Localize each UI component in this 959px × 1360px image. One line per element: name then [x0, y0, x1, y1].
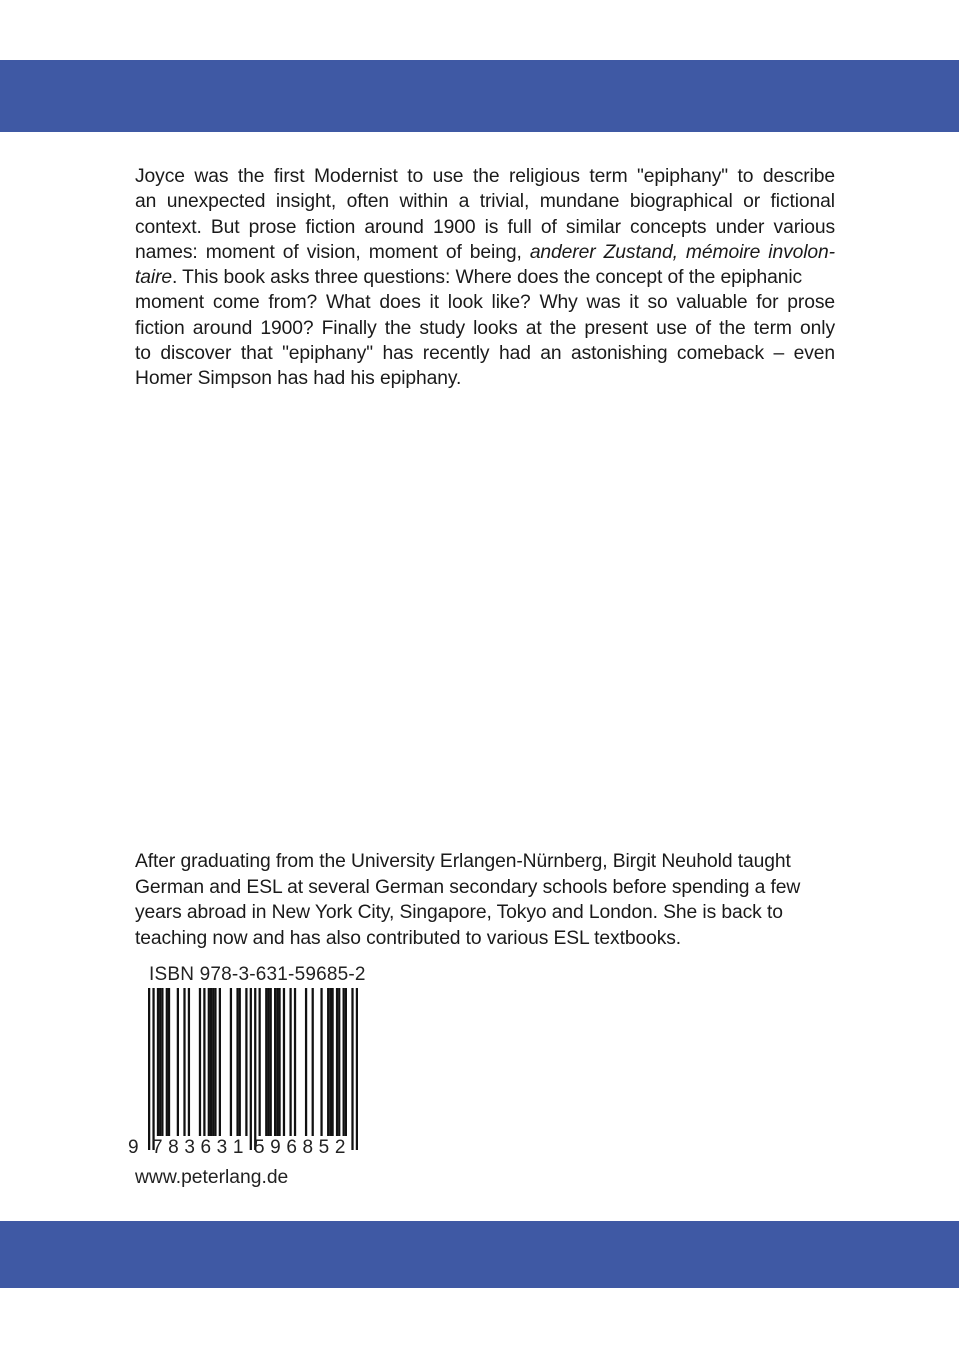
barcode-bar — [250, 988, 252, 1150]
barcode-bar — [152, 988, 154, 1150]
description-italic-term: taire — [135, 267, 173, 289]
barcode-bar — [320, 988, 322, 1136]
description-line: to discover that "epiphany" has recently had an astonishing comeback – even — [135, 343, 835, 365]
description-line: Homer Simpson has had his epiphany. — [135, 368, 462, 390]
barcode-bar — [267, 988, 269, 1136]
barcode-bar — [230, 988, 232, 1136]
description-line — [135, 265, 835, 290]
description-text: names: moment of vision, moment of being, — [135, 241, 522, 263]
bio-line: teaching now and has also contributed to various ESL textbooks. — [135, 927, 682, 949]
barcode-bar — [161, 988, 163, 1136]
barcode-bar — [212, 988, 214, 1136]
barcode-bar — [219, 988, 221, 1136]
barcode-bar — [236, 988, 238, 1136]
book-description — [135, 164, 835, 392]
barcode-bar — [294, 988, 296, 1136]
barcode-bar — [203, 988, 205, 1136]
barcode-digits — [128, 1137, 360, 1163]
barcode-bar — [148, 988, 150, 1150]
barcode-bar — [183, 988, 185, 1136]
barcode-digits-left: 783631 — [152, 1137, 250, 1158]
bottom-color-band — [0, 1221, 959, 1288]
description-line: context. But prose fiction around 1900 is full of similar concepts under various — [135, 216, 835, 238]
description-line: moment come from? What does it look like? Why was it so valuable for prose — [135, 292, 835, 314]
barcode-bar — [177, 988, 179, 1136]
barcode-bar — [327, 988, 329, 1136]
barcode-bar — [276, 988, 278, 1136]
barcode-bar — [274, 988, 276, 1136]
barcode-bar — [188, 988, 190, 1136]
barcode-bar — [345, 988, 347, 1136]
barcode-bar — [331, 988, 333, 1136]
barcode-bar — [278, 988, 280, 1136]
barcode-bar — [270, 988, 272, 1136]
bio-line: German and ESL at several German secondary schools before spending a few — [135, 876, 801, 898]
barcode-bar — [166, 988, 168, 1136]
barcode-bar — [245, 988, 247, 1136]
description-line — [135, 240, 835, 265]
bio-line: years abroad in New York City, Singapore, Tokyo and London. She is back to — [135, 902, 783, 923]
barcode-bar — [265, 988, 267, 1136]
barcode-bar — [208, 988, 210, 1136]
isbn-barcode — [148, 988, 358, 1150]
barcode-bar — [210, 988, 212, 1136]
barcode-bar — [259, 988, 261, 1136]
barcode-bar — [356, 988, 358, 1150]
author-bio — [135, 849, 835, 951]
barcode-bar — [329, 988, 331, 1136]
description-line: fiction around 1900? Finally the study looks at the present use of the term only — [135, 317, 835, 339]
barcode-bar — [336, 988, 338, 1136]
barcode-bar — [289, 988, 291, 1136]
barcode-bar — [239, 988, 241, 1136]
barcode-bar — [214, 988, 216, 1136]
barcode-bar — [254, 988, 256, 1150]
barcode-bar — [157, 988, 159, 1136]
barcode-bar — [343, 988, 345, 1136]
description-line: an unexpected insight, often within a trivial, mundane biographical or fictional — [135, 191, 835, 213]
barcode-digits-right: 596852 — [254, 1137, 352, 1158]
barcode-bar — [338, 988, 340, 1136]
barcode-bar — [283, 988, 285, 1136]
isbn-label: ISBN 978-3-631-59685-2 — [149, 964, 366, 985]
barcode-bar — [168, 988, 170, 1136]
top-color-band — [0, 60, 959, 132]
bio-line: After graduating from the University Erlangen-Nürnberg, Birgit Neuhold taught — [135, 851, 791, 872]
barcode-bar — [351, 988, 353, 1150]
barcode-bar — [312, 988, 314, 1136]
barcode-bar — [199, 988, 201, 1136]
barcode-bar — [159, 988, 161, 1136]
description-italic-terms: anderer Zustand, mémoire involon- — [529, 241, 835, 263]
description-line: Joyce was the first Modernist to use the religious term "epiphany" to describe — [135, 166, 835, 187]
description-text: . This book asks three questions: Where does the concept of the epiphanic — [172, 267, 803, 289]
barcode-digit-first: 9 — [128, 1137, 139, 1158]
barcode-bar — [305, 988, 307, 1136]
publisher-website: www.peterlang.de — [135, 1167, 289, 1188]
